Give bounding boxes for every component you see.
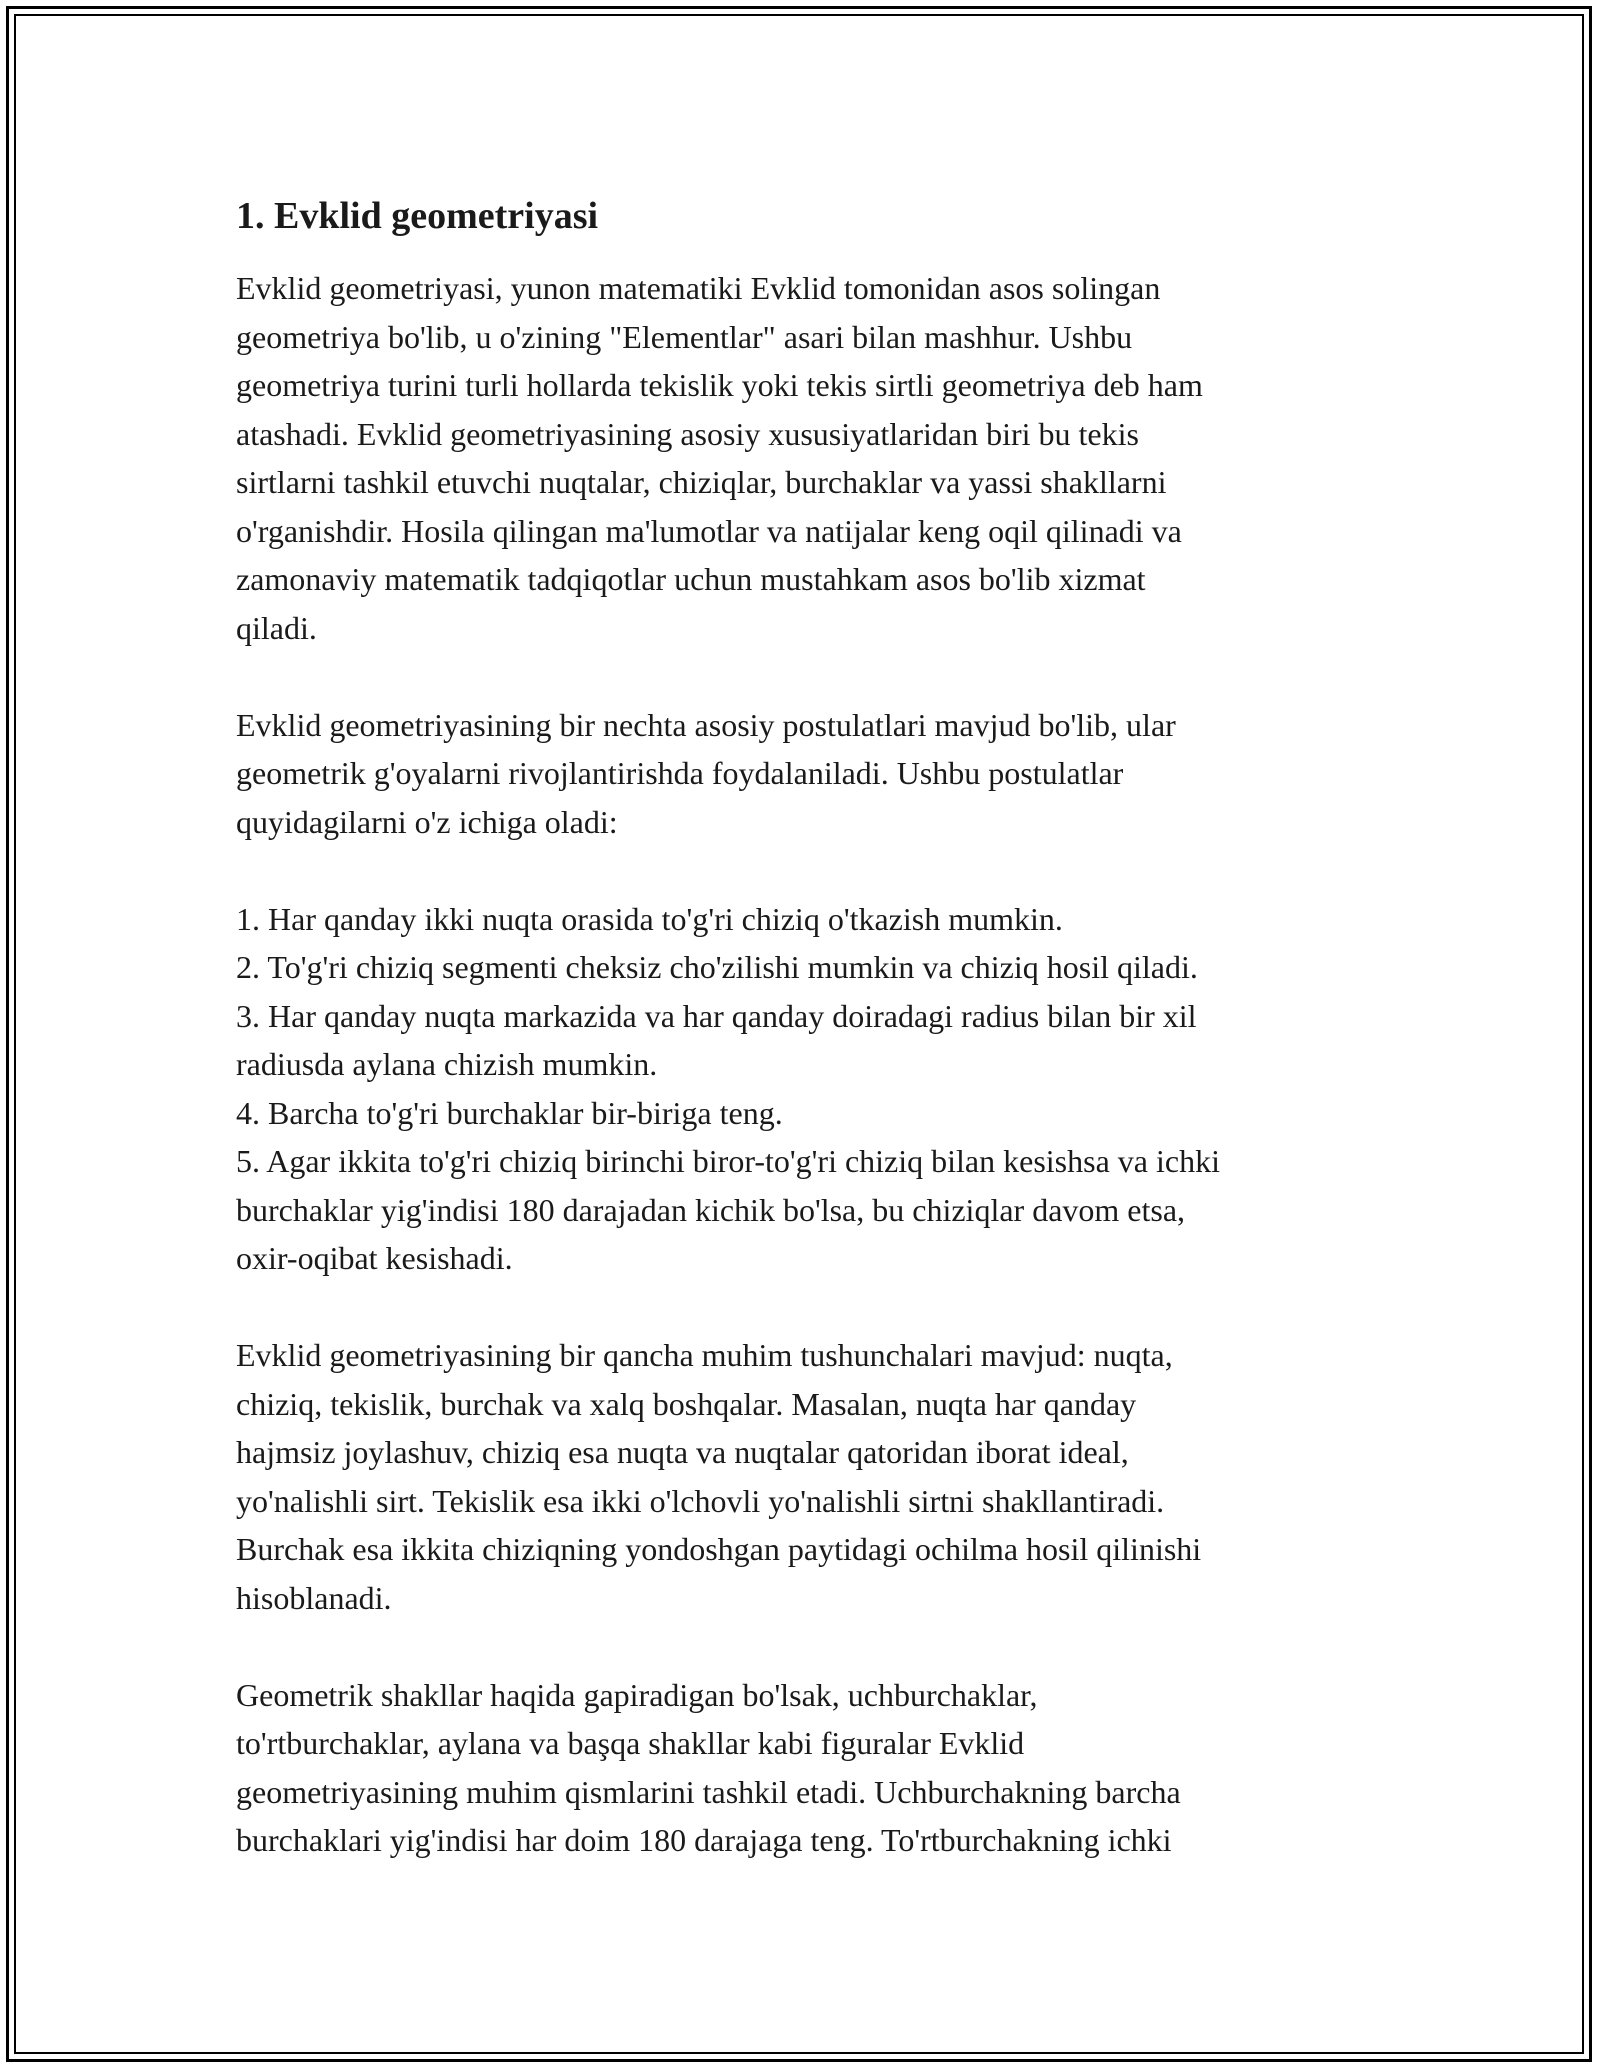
text-line: Evklid geometriyasi, yunon matematiki Evklid tomonidan asos solingan [236,270,1161,306]
paragraph-gap [236,846,1396,895]
text-line: hajmsiz joylashuv, chiziq esa nuqta va nuqtalar qatoridan iborat ideal, [236,1434,1129,1470]
text-line: to'rtburchaklar, aylana va başqa shakllar kabi figuralar Evklid [236,1725,1025,1761]
text-line: quyidagilarni o'z ichiga oladi: [236,803,618,840]
paragraph-intro [236,264,1396,652]
postulates-list [236,895,1396,1283]
paragraph-postulates-intro [236,701,1396,847]
text-line: burchaklari yig'indisi har doim 180 darajaga teng. To'rtburchakning ichki [236,1822,1172,1858]
text-line: geometriyasining muhim qismlarini tashkil etadi. Uchburchakning barcha [236,1773,1181,1810]
paragraph-gap [236,652,1396,701]
text-line: atashadi. Evklid geometriyasining asosiy xususiyatlaridan biri bu tekis [236,415,1139,452]
text-line: qiladi. [236,609,317,646]
text-line: yo'nalishli sirt. Tekislik esa ikki o'lchovli yo'nalishli sirtni shakllantiradi. [236,1482,1165,1519]
text-line: chiziq, tekislik, burchak va xalq boshqalar. Masalan, nuqta har qanday [236,1385,1137,1422]
text-line: sirtlarni tashkil etuvchi nuqtalar, chiziqlar, burchaklar va yassi shakllarni [236,464,1167,500]
list-item: radiusda aylana chizish mumkin. [236,1046,658,1082]
text-line: hisoblanadi. [236,1579,392,1616]
paragraph-gap [236,1283,1396,1332]
list-item: 2. To'g'ri chiziq segmenti cheksiz cho'zilishi mumkin va chiziq hosil qiladi. [236,949,1198,985]
list-item: 3. Har qanday nuqta markazida va har qanday doiradagi radius bilan bir xil [236,997,1197,1034]
list-item: 4. Barcha to'g'ri burchaklar bir-biriga teng. [236,1094,783,1131]
list-item: oxir-oqibat kesishadi. [236,1240,513,1276]
text-line: o'rganishdir. Hosila qilingan ma'lumotlar va natijalar keng oqil qilinadi va [236,512,1182,549]
paragraph-gap [236,1622,1396,1671]
text-line: Evklid geometriyasining bir nechta asosiy postulatlari mavjud bo'lib, ular [236,706,1176,743]
text-line: Evklid geometriyasining bir qancha muhim tushunchalari mavjud: nuqta, [236,1337,1173,1373]
paragraph-concepts [236,1331,1396,1622]
list-item: burchaklar yig'indisi 180 darajadan kichik bo'lsa, bu chiziqlar davom etsa, [236,1191,1186,1228]
text-line: geometriya turini turli hollarda tekislik yoki tekis sirtli geometriya deb ham [236,367,1203,403]
text-line: geometriya bo'lib, u o'zining "Elementlar" asari bilan mashhur. Ushbu [236,318,1133,355]
list-item: 5. Agar ikkita to'g'ri chiziq birinchi biror-to'g'ri chiziq bilan kesishsa va ichki [236,1143,1220,1179]
list-item: 1. Har qanday ikki nuqta orasida to'g'ri chiziq o'tkazish mumkin. [236,900,1063,937]
section-heading: 1. Evklid geometriyasi [236,195,599,237]
paragraph-shapes [236,1671,1396,1865]
text-line: Burchak esa ikkita chiziqning yondoshgan paytidagi ochilma hosil qilinishi [236,1531,1202,1567]
text-line: geometrik g'oyalarni rivojlantirishda foydalaniladi. Ushbu postulatlar [236,755,1124,791]
text-line: zamonaviy matematik tadqiqotlar uchun mustahkam asos bo'lib xizmat [236,561,1146,597]
document-page [236,188,1396,1865]
text-line: Geometrik shakllar haqida gapiradigan bo'lsak, uchburchaklar, [236,1676,1038,1713]
